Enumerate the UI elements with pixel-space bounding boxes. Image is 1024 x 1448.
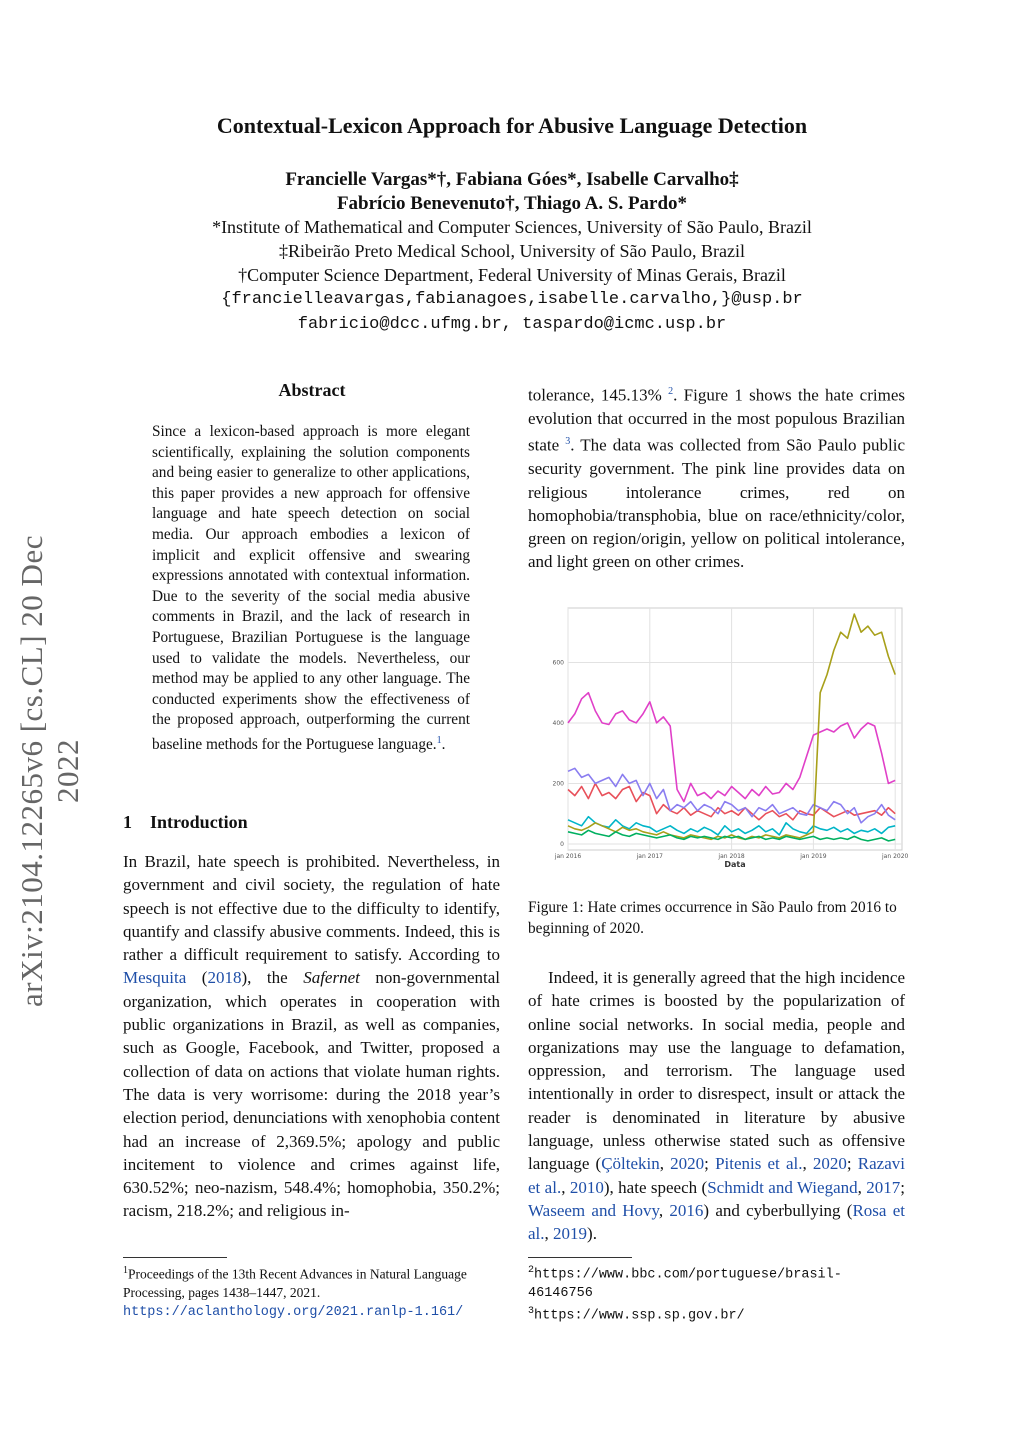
footnote-3 — [528, 1303, 905, 1326]
footnote-2-url[interactable]: https://www.bbc.com/portuguese/brasil-46146756 — [528, 1267, 842, 1301]
intro-text-c: non-governmental organization, which operates in cooperation with public organizations in Brazil, as well as companies, such as Google, Facebook, and Twitter, proposed a collection of data on actions that violate human rights. The data is very worrisome: during the 2018 year’s election period, denunciations with xenophobia content had an increase of 2,369.5%; apology and public incitement to violence and crimes against life, 630.52%; neo-nazism, 548.4%; homophobia, 350.2%; racism, 218.2%; and religious in- — [123, 968, 500, 1221]
cite-rosa[interactable]: Rosa et al. — [528, 1200, 905, 1244]
footnote-2-link[interactable]: 2 — [668, 386, 674, 397]
cite-razavi[interactable]: Razavi et al. — [528, 1154, 905, 1197]
right-text-a: tolerance, 145.13% — [528, 385, 669, 405]
emails — [0, 287, 1024, 337]
intro-text-b: , the — [247, 968, 304, 988]
footnote-2 — [528, 1262, 905, 1303]
affiliation-2: ‡Ribeirão Preto Medical School, University of São Paulo, Brazil — [279, 241, 745, 261]
right-paragraph-2: Indeed, it is generally agreed that the high incidence of hate crimes is boosted by the popularization of online social networks. In social media, people and organizations may use the language to defamation, oppression, and terrorism. The language used intentionally in order to disrespect, insult or attack the reader is denominated in literature by abusive language, unless otherwise stated such as offensive language (Çöltekin, 2020; Pitenis et al., 2020; Razavi et al., 2010), hate speech (Schmidt and Wiegand, 2017; Waseem and Hovy, 2016) and cyberbullying (Rosa et al., 2019). — [528, 968, 906, 1244]
x-axis-label: Data — [724, 860, 746, 869]
footnote-3-url[interactable]: https://www.ssp.sp.gov.br/ — [534, 1308, 745, 1323]
footnote-rule — [528, 1257, 632, 1258]
section-heading-introduction — [123, 812, 266, 833]
right-text-c: . The data was collected from São Paulo public security government. The pink line provides data on religious intolerance crimes, red on homophobia/transphobia, blue on race/ethnicity/color, green on region/origin, yellow on political intolerance, and light green on other crimes. — [528, 435, 905, 572]
footnote-2-mark: 2 — [528, 1265, 535, 1276]
x-tick-label: jan 2018 — [718, 853, 745, 860]
authors-line-1: Francielle Vargas*†, Fabiana Góes*, Isabelle Carvalho‡ — [285, 169, 739, 190]
y-tick-label: 600 — [552, 659, 564, 667]
footnote-1-mark: 1 — [123, 1265, 128, 1276]
arxiv-watermark: arXiv:2104.12265v6 [cs.CL] 20 Dec 2022 — [14, 535, 85, 1007]
safernet-name: Safernet — [303, 968, 360, 988]
footnote-left — [123, 1257, 500, 1322]
abstract-body: Since a lexicon-based approach is more elegant scientifically, explaining the solution components and being easier to generalize to other applications, this paper provides a new approach for offensive language and hate speech detection on social media. Our approach embodies a lexicon of implicit and explicit offensive and swearing expressions annotated with contextual information. Due to the severity of the social media abusive comments in Brazil, and the lack of research in Portuguese, Brazilian Portuguese is the language used to validate the models. Nevertheless, our method may be applied to any other language. The conducted experiments show the effectiveness of the proposed approach, outperforming the current baseline methods for the Portuguese language.$^1$. — [152, 423, 470, 753]
footnote-1 — [123, 1262, 500, 1322]
affiliation-1: *Institute of Mathematical and Computer Sciences, University of São Paulo, Brazil — [212, 217, 812, 237]
abstract-footnote-link[interactable]: 1 — [436, 734, 442, 746]
footnote-right — [528, 1257, 905, 1325]
y-tick-label: 400 — [552, 719, 564, 727]
introduction-paragraph-1: In Brazil, hate speech is prohibited. Nevertheless, in government and civil society, the regulation of hate speech is not effective due to the difficulty to identify, quantify and classify abusive comments. Indeed, this is rather a difficult requirement to satisfy. According to Mesquita (2018), the Safernet non-governmental organization, which operates in cooperation with public organizations in Brazil, as well as companies, such as Google, Facebook, and Twitter, proposed a collection of data on actions that violate human rights. The data is very worrisome: during the 2018 year’s election period, denunciations with xenophobia content had an increase of 2,369.5%; apology and public incitement to violence and crimes against life, 630.52%; neo-nazism, 548.4%; homophobia, 350.2%; racism, 218.2%; and religious in- — [123, 852, 500, 1221]
right-paragraph-1 — [528, 380, 905, 574]
cite-coltekin-year[interactable]: 2020 — [670, 1154, 705, 1174]
right2-text-b: ), hate speech ( — [603, 1177, 708, 1197]
right-text-b: . Figure 1 shows the hate crimes evolution that occurred in the most populous Brazilian state — [528, 385, 905, 455]
emails-line-2[interactable]: fabricio@dcc.ufmg.br, taspardo@icmc.usp.br — [297, 315, 727, 334]
cite-waseem[interactable]: Waseem and Hovy — [528, 1200, 659, 1220]
affiliation-3: †Computer Science Department, Federal University of Minas Gerais, Brazil — [238, 265, 786, 285]
right2-text-d: ). — [587, 1224, 597, 1244]
cite-schmidt-year[interactable]: 2017 — [866, 1177, 901, 1197]
right2-text-a: Indeed, it is generally agreed that the high incidence of hate crimes is boosted by the popularization of online social networks. In social media, people and organizations may use the language to defamation, oppression, and terrorism. The language used intentionally in order to disrespect, insult or attack the reader is denominated in literature by abusive language, unless otherwise stated such as offensive language ( — [528, 968, 905, 1174]
footnote-3-link[interactable]: 3 — [565, 436, 571, 448]
emails-line-1[interactable]: {francielleavargas,fabianagoes,isabelle.carvalho,}@usp.br — [221, 290, 803, 309]
footnote-1-url[interactable]: https://aclanthology.org/2021.ranlp-1.161/ — [123, 1304, 464, 1320]
x-tick-label: jan 2019 — [800, 853, 827, 860]
x-tick-label: jan 2017 — [636, 853, 663, 860]
footnote-1-text: Proceedings of the 13th Recent Advances in Natural Language Processing, pages 1438–1447, 2021. — [123, 1266, 467, 1300]
paper-title: Contextual-Lexicon Approach for Abusive Language Detection — [216, 113, 808, 138]
cite-rosa-year[interactable]: 2019 — [553, 1224, 588, 1244]
x-tick-label: jan 2020 — [882, 853, 908, 860]
footnote-3-mark: 3 — [528, 1305, 535, 1317]
intro-text-a: In Brazil, hate speech is prohibited. Nevertheless, in government and civil society, the regulation of hate speech is not effective due to the difficulty to identify, quantify and classify abusive comments. Indeed, this is rather a difficult requirement to satisfy. According to — [123, 852, 500, 965]
abstract-heading: Abstract — [278, 380, 346, 400]
authors-line-2: Fabrício Benevenuto†, Thiago A. S. Pardo* — [336, 193, 688, 214]
section-title: Introduction — [150, 812, 248, 832]
section-number: 1 — [123, 812, 132, 832]
y-tick-label: 200 — [552, 780, 564, 788]
footnote-rule — [123, 1257, 227, 1258]
cite-pitenis-year[interactable]: 2020 — [812, 1154, 847, 1174]
cite-mesquita[interactable]: Mesquita — [123, 968, 187, 988]
y-tick-label: 0 — [560, 840, 564, 848]
right2-text-c: ) and cyberbullying ( — [703, 1200, 853, 1220]
affiliations — [0, 215, 1024, 287]
cite-schmidt[interactable]: Schmidt and Wiegand — [707, 1177, 858, 1197]
x-tick-label: jan 2016 — [554, 853, 582, 860]
abstract-text: Since a lexicon-based approach is more elegant scientifically, explaining the solution components and being easier to generalize to other applications, this paper provides a new approach for offensive language and hate speech detection on social media. Our approach embodies a lexicon of implicit and explicit offensive and swearing expressions annotated with contextual information. Due to the severity of the social media abusive comments in Brazil, and the lack of research in Portuguese, Brazilian Portuguese is the language used to validate the models. Nevertheless, our method may be applied to any other language. The conducted experiments show the effectiveness of the proposed approach, outperforming the current baseline methods for the Portuguese language. — [152, 423, 470, 753]
figure-caption: Figure 1: Hate crimes occurrence in São Paulo from 2016 to beginning of 2020. — [528, 899, 897, 937]
authors — [0, 168, 1024, 216]
cite-pitenis[interactable]: Pitenis et al. — [715, 1154, 803, 1174]
hate-crimes-chart — [528, 600, 908, 880]
cite-waseem-year[interactable]: 2016 — [669, 1200, 704, 1220]
cite-razavi-year[interactable]: 2010 — [569, 1177, 604, 1197]
cite-mesquita-year[interactable]: 2018 — [207, 968, 242, 988]
cite-coltekin[interactable]: Çöltekin — [601, 1154, 660, 1174]
